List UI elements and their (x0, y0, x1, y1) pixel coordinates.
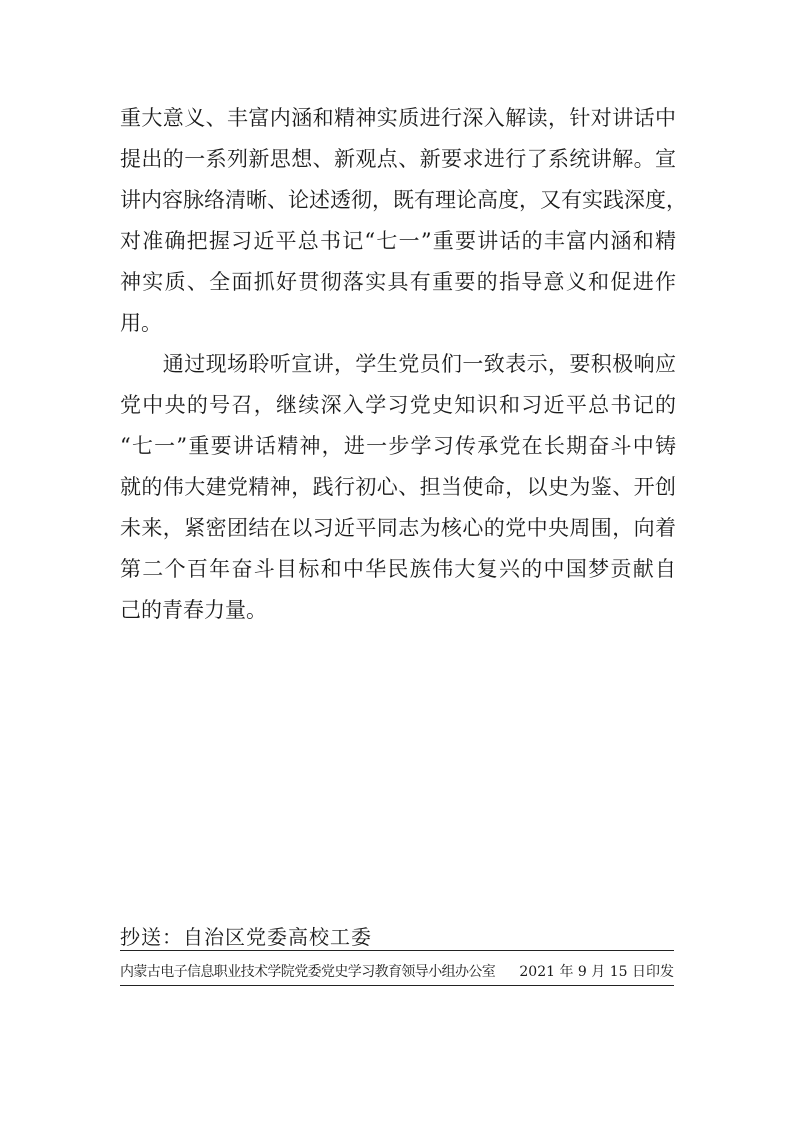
text-line: 己的青春力量。 (120, 598, 267, 622)
text-line: 就的伟大建党精神，践行初心、担当使命，以史为鉴、开创 (120, 475, 676, 499)
text-line: 讲内容脉络清晰、论述透彻，既有理论高度，又有实践深度， (120, 188, 687, 212)
paragraph-1 (120, 98, 687, 344)
issuance-footer (120, 961, 674, 983)
paragraph-2 (120, 344, 676, 631)
text-line: 未来，紧密团结在以习近平同志为核心的党中央周围，向着 (120, 516, 676, 540)
text-line: 党中央的号召，继续深入学习党史知识和习近平总书记的 (120, 393, 676, 417)
text-line: 对准确把握习近平总书记“七一”重要讲话的丰富内涵和精 (120, 229, 676, 253)
body-text (120, 98, 687, 631)
text-line: “七一”重要讲话精神，进一步学习传承党在长期奋斗中铸 (120, 434, 676, 458)
issue-date: 2021 年 9 月 15 日印发 (519, 964, 674, 980)
text-line: 用。 (120, 311, 162, 335)
text-line: 第二个百年奋斗目标和中华民族伟大复兴的中国梦贡献自 (120, 557, 676, 581)
divider-bottom (120, 985, 674, 986)
text-line: 重大意义、丰富内涵和精神实质进行深入解读，针对讲话中 (120, 106, 676, 130)
text-line: 通过现场聆听宣讲，学生党员们一致表示，要积极响应 (120, 352, 676, 376)
issuing-office: 内蒙古电子信息职业技术学院党委党史学习教育领导小组办公室 (120, 964, 496, 980)
divider-top (120, 950, 674, 951)
cc-recipients: 抄送：自治区党委高校工委 (120, 925, 372, 949)
text-line: 神实质、全面抓好贯彻落实具有重要的指导意义和促进作 (120, 270, 676, 294)
text-line: 提出的一系列新思想、新观点、新要求进行了系统讲解。宣 (120, 147, 676, 171)
